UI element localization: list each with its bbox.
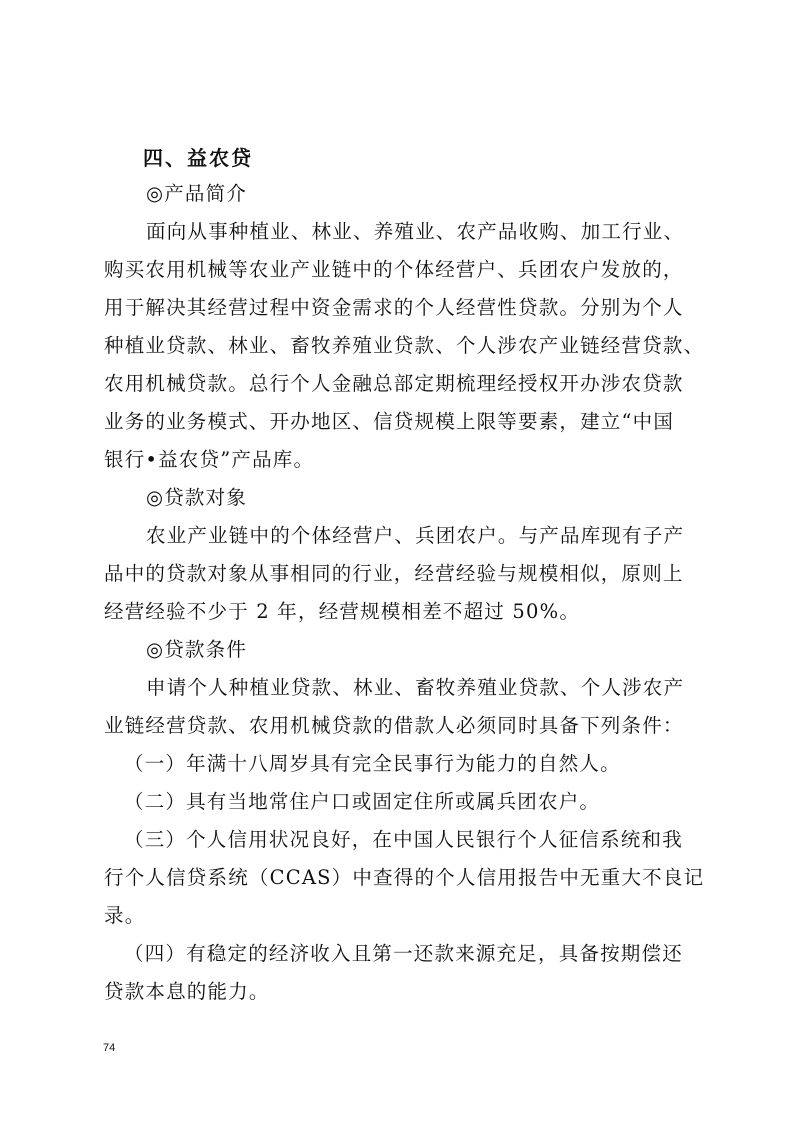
condition-item: （三）个人信用状况良好，在中国人民银行个人征信系统和我 xyxy=(124,828,683,851)
intro-line: 种植业贷款、林业、畜牧养殖业贷款、个人涉农产业链经营贷款、 xyxy=(104,334,705,357)
page-number: 74 xyxy=(103,1042,116,1054)
conditions-line: 申请个人种植业贷款、林业、畜牧养殖业贷款、个人涉农产 xyxy=(146,676,685,699)
intro-heading: ◎产品简介 xyxy=(146,182,248,205)
condition-item-continued: 录。 xyxy=(104,904,146,927)
target-line: 经营经验不少于 2 年，经营规模相差不超过 50%。 xyxy=(104,600,581,623)
conditions-line: 业链经营贷款、农用机械贷款的借款人必须同时具备下列条件： xyxy=(104,714,684,737)
conditions-heading: ◎贷款条件 xyxy=(146,638,248,661)
intro-line: 用于解决其经营过程中资金需求的个人经营性贷款。分别为个人 xyxy=(104,296,684,319)
condition-item: （一）年满十八周岁具有完全民事行为能力的自然人。 xyxy=(124,752,621,775)
condition-item: （四）有稳定的经济收入且第一还款来源充足，具备按期偿还 xyxy=(124,942,683,965)
intro-line: 面向从事种植业、林业、养殖业、农产品收购、加工行业、 xyxy=(146,220,685,243)
intro-line: 农用机械贷款。总行个人金融总部定期梳理经授权开办涉农贷款 xyxy=(104,372,684,395)
target-heading: ◎贷款对象 xyxy=(146,486,248,509)
section-title: 四、益农贷 xyxy=(143,146,253,170)
condition-item-continued: 贷款本息的能力。 xyxy=(104,980,270,1003)
target-line: 品中的贷款对象从事相同的行业，经营经验与规模相似，原则上 xyxy=(104,562,684,585)
target-line: 农业产业链中的个体经营户、兵团农户。与产品库现有子产 xyxy=(146,524,685,547)
condition-item: （二）具有当地常住户口或固定住所或属兵团农户。 xyxy=(124,790,601,813)
intro-line: 银行•益农贷”产品库。 xyxy=(104,448,315,471)
condition-item-continued: 行个人信贷系统（CCAS）中查得的个人信用报告中无重大不良记 xyxy=(104,866,705,889)
intro-line: 购买农用机械等农业产业链中的个体经营户、兵团农户发放的， xyxy=(104,258,684,281)
intro-line: 业务的业务模式、开办地区、信贷规模上限等要素，建立“中国 xyxy=(104,410,675,433)
